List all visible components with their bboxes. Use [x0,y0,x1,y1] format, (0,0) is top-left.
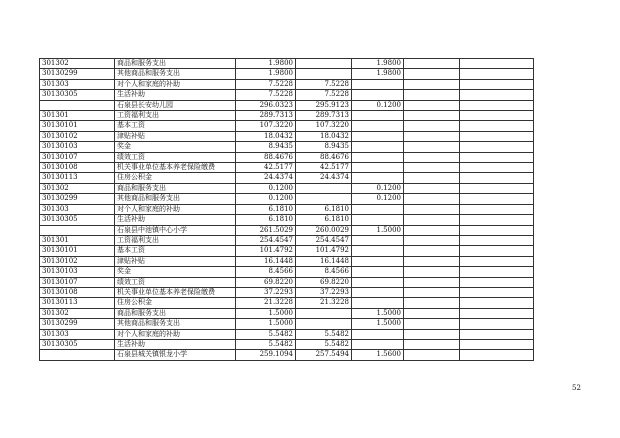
table-row [40,59,534,69]
cell-item-name: 津贴补贴 [115,256,236,266]
cell-item-name: 基本工资 [115,121,236,131]
cell-empty [404,215,460,225]
table-row [40,90,534,100]
cell-total: 5.5482 [236,339,296,349]
cell-empty [404,298,460,308]
cell-project-expenditure [352,215,404,225]
cell-empty [404,152,460,162]
cell-item-name: 其他商品和服务支出 [115,319,236,329]
budget-table [39,58,534,361]
cell-code: 301303 [40,79,115,89]
cell-empty [404,319,460,329]
cell-code [40,100,115,110]
cell-empty [460,267,534,277]
cell-total: 296.0323 [236,100,296,110]
cell-basic-expenditure: 16.1448 [296,256,352,266]
cell-total: 261.5029 [236,225,296,235]
cell-total: 8.4566 [236,267,296,277]
cell-code: 30130299 [40,69,115,79]
cell-item-name: 其他商品和服务支出 [115,69,236,79]
cell-total: 88.4676 [236,152,296,162]
cell-total: 16.1448 [236,256,296,266]
cell-item-name: 石泉县中池镇中心小学 [115,225,236,235]
cell-project-expenditure [352,298,404,308]
cell-item-name: 奖金 [115,267,236,277]
cell-project-expenditure [352,111,404,121]
table-row [40,329,534,339]
cell-empty [460,256,534,266]
cell-code: 301302 [40,308,115,318]
cell-code: 30130113 [40,173,115,183]
cell-empty [404,287,460,297]
cell-item-name: 住房公积金 [115,173,236,183]
cell-basic-expenditure: 295.9123 [296,100,352,110]
cell-empty [460,131,534,141]
cell-project-expenditure: 0.1200 [352,183,404,193]
cell-total: 0.1200 [236,194,296,204]
cell-basic-expenditure [296,69,352,79]
cell-project-expenditure: 0.1200 [352,194,404,204]
cell-item-name: 绩效工资 [115,152,236,162]
table-row [40,121,534,131]
cell-basic-expenditure [296,194,352,204]
cell-code: 30130107 [40,277,115,287]
table-row [40,319,534,329]
table-row [40,100,534,110]
cell-empty [404,142,460,152]
cell-empty [460,59,534,69]
cell-basic-expenditure: 24.4374 [296,173,352,183]
cell-item-name: 商品和服务支出 [115,183,236,193]
cell-empty [460,204,534,214]
cell-project-expenditure [352,256,404,266]
cell-empty [460,350,534,360]
cell-basic-expenditure: 18.0432 [296,131,352,141]
cell-basic-expenditure: 7.5228 [296,79,352,89]
cell-basic-expenditure: 6.1810 [296,215,352,225]
cell-project-expenditure [352,79,404,89]
table-row [40,79,534,89]
cell-basic-expenditure: 88.4676 [296,152,352,162]
cell-project-expenditure [352,131,404,141]
cell-empty [460,339,534,349]
cell-basic-expenditure: 260.0029 [296,225,352,235]
cell-item-name: 石泉县城关镇银龙小学 [115,350,236,360]
cell-project-expenditure: 1.5000 [352,225,404,235]
cell-code: 30130103 [40,267,115,277]
cell-empty [404,235,460,245]
cell-total: 254.4547 [236,235,296,245]
cell-empty [404,131,460,141]
cell-basic-expenditure: 42.5177 [296,163,352,173]
cell-empty [404,225,460,235]
table-row [40,287,534,297]
table-row [40,267,534,277]
cell-code [40,350,115,360]
cell-empty [404,204,460,214]
cell-empty [460,69,534,79]
cell-item-name: 津贴补贴 [115,131,236,141]
cell-item-name: 商品和服务支出 [115,308,236,318]
cell-code: 30130305 [40,215,115,225]
cell-code: 301302 [40,59,115,69]
cell-empty [404,194,460,204]
table-row [40,246,534,256]
cell-basic-expenditure: 254.4547 [296,235,352,245]
cell-basic-expenditure [296,308,352,318]
cell-project-expenditure [352,142,404,152]
cell-empty [404,329,460,339]
cell-empty [404,183,460,193]
cell-empty [460,79,534,89]
cell-code: 30130305 [40,339,115,349]
cell-total: 107.3220 [236,121,296,131]
cell-item-name: 机关事业单位基本养老保险缴费 [115,287,236,297]
cell-empty [404,79,460,89]
cell-basic-expenditure: 7.5228 [296,90,352,100]
cell-basic-expenditure: 107.3220 [296,121,352,131]
cell-empty [460,183,534,193]
table-row [40,183,534,193]
cell-code: 30130103 [40,142,115,152]
cell-project-expenditure [352,90,404,100]
cell-basic-expenditure: 37.2293 [296,287,352,297]
cell-code: 301303 [40,204,115,214]
cell-total: 1.9800 [236,69,296,79]
cell-item-name: 工资福利支出 [115,235,236,245]
cell-empty [460,90,534,100]
cell-item-name: 奖金 [115,142,236,152]
cell-project-expenditure: 1.9800 [352,69,404,79]
cell-empty [404,69,460,79]
cell-project-expenditure [352,267,404,277]
cell-basic-expenditure: 101.4792 [296,246,352,256]
cell-empty [460,215,534,225]
cell-code: 30130102 [40,256,115,266]
table-row [40,173,534,183]
budget-table-body [40,59,534,361]
cell-project-expenditure [352,246,404,256]
cell-basic-expenditure [296,319,352,329]
cell-empty [460,329,534,339]
cell-empty [460,235,534,245]
cell-total: 5.5482 [236,329,296,339]
table-row [40,194,534,204]
cell-empty [404,100,460,110]
cell-empty [404,277,460,287]
table-row [40,308,534,318]
cell-total: 1.5000 [236,319,296,329]
cell-total: 1.9800 [236,59,296,69]
cell-item-name: 对个人和家庭的补助 [115,79,236,89]
table-row [40,225,534,235]
cell-project-expenditure [352,235,404,245]
cell-code: 301301 [40,235,115,245]
cell-empty [460,277,534,287]
cell-empty [460,225,534,235]
cell-total: 259.1094 [236,350,296,360]
cell-total: 6.1810 [236,215,296,225]
cell-basic-expenditure: 8.4566 [296,267,352,277]
cell-project-expenditure: 0.1200 [352,100,404,110]
cell-code: 301301 [40,111,115,121]
cell-empty [460,194,534,204]
cell-empty [404,267,460,277]
cell-basic-expenditure: 69.8220 [296,277,352,287]
table-row [40,235,534,245]
cell-basic-expenditure: 21.3228 [296,298,352,308]
cell-empty [460,319,534,329]
cell-code: 301302 [40,183,115,193]
cell-code: 30130299 [40,194,115,204]
cell-empty [460,142,534,152]
cell-code [40,225,115,235]
table-row [40,131,534,141]
cell-total: 289.7313 [236,111,296,121]
cell-project-expenditure: 1.9800 [352,59,404,69]
cell-empty [460,100,534,110]
cell-code: 30130101 [40,121,115,131]
table-row [40,142,534,152]
cell-total: 7.5228 [236,79,296,89]
cell-empty [460,173,534,183]
cell-basic-expenditure: 5.5482 [296,329,352,339]
table-row [40,215,534,225]
cell-empty [404,59,460,69]
table-row [40,339,534,349]
cell-project-expenditure [352,339,404,349]
cell-project-expenditure: 1.5000 [352,308,404,318]
cell-total: 1.5000 [236,308,296,318]
cell-empty [460,287,534,297]
cell-basic-expenditure: 289.7313 [296,111,352,121]
cell-empty [460,111,534,121]
cell-empty [460,163,534,173]
cell-basic-expenditure [296,183,352,193]
cell-project-expenditure [352,173,404,183]
table-row [40,256,534,266]
cell-project-expenditure [352,152,404,162]
cell-item-name: 工资福利支出 [115,111,236,121]
cell-project-expenditure [352,287,404,297]
cell-item-name: 对个人和家庭的补助 [115,329,236,339]
table-row [40,277,534,287]
cell-basic-expenditure: 8.9435 [296,142,352,152]
cell-code: 30130102 [40,131,115,141]
cell-item-name: 石泉县长安幼儿园 [115,100,236,110]
cell-code: 30130107 [40,152,115,162]
cell-empty [404,173,460,183]
cell-project-expenditure [352,277,404,287]
cell-basic-expenditure: 5.5482 [296,339,352,349]
cell-total: 6.1810 [236,204,296,214]
cell-item-name: 其他商品和服务支出 [115,194,236,204]
cell-empty [404,121,460,131]
page-number: 52 [572,384,581,392]
cell-project-expenditure: 1.5600 [352,350,404,360]
cell-project-expenditure: 1.5000 [352,319,404,329]
cell-project-expenditure [352,163,404,173]
cell-item-name: 生活补助 [115,215,236,225]
cell-total: 24.4374 [236,173,296,183]
cell-item-name: 绩效工资 [115,277,236,287]
table-row [40,350,534,360]
cell-empty [404,308,460,318]
cell-empty [404,339,460,349]
cell-item-name: 对个人和家庭的补助 [115,204,236,214]
cell-total: 21.3228 [236,298,296,308]
cell-project-expenditure [352,204,404,214]
cell-empty [404,350,460,360]
table-row [40,152,534,162]
table-row [40,69,534,79]
cell-empty [404,246,460,256]
cell-item-name: 机关事业单位基本养老保险缴费 [115,163,236,173]
cell-empty [460,308,534,318]
cell-basic-expenditure: 6.1810 [296,204,352,214]
cell-code: 30130305 [40,90,115,100]
cell-code: 301303 [40,329,115,339]
cell-empty [460,152,534,162]
cell-empty [404,111,460,121]
cell-code: 30130108 [40,163,115,173]
cell-item-name: 生活补助 [115,90,236,100]
cell-item-name: 基本工资 [115,246,236,256]
cell-empty [404,90,460,100]
table-row [40,298,534,308]
cell-basic-expenditure [296,59,352,69]
cell-code: 30130113 [40,298,115,308]
table-row [40,163,534,173]
cell-empty [460,298,534,308]
cell-total: 0.1200 [236,183,296,193]
table-row [40,111,534,121]
cell-total: 101.4792 [236,246,296,256]
cell-total: 37.2293 [236,287,296,297]
cell-total: 8.9435 [236,142,296,152]
cell-project-expenditure [352,329,404,339]
cell-empty [404,256,460,266]
cell-total: 7.5228 [236,90,296,100]
table-row [40,204,534,214]
cell-empty [460,121,534,131]
cell-total: 69.8220 [236,277,296,287]
cell-project-expenditure [352,121,404,131]
cell-empty [460,246,534,256]
cell-item-name: 住房公积金 [115,298,236,308]
cell-item-name: 生活补助 [115,339,236,349]
cell-total: 18.0432 [236,131,296,141]
cell-basic-expenditure: 257.5494 [296,350,352,360]
cell-code: 30130101 [40,246,115,256]
cell-total: 42.5177 [236,163,296,173]
cell-empty [404,163,460,173]
cell-code: 30130299 [40,319,115,329]
cell-code: 30130108 [40,287,115,297]
cell-item-name: 商品和服务支出 [115,59,236,69]
